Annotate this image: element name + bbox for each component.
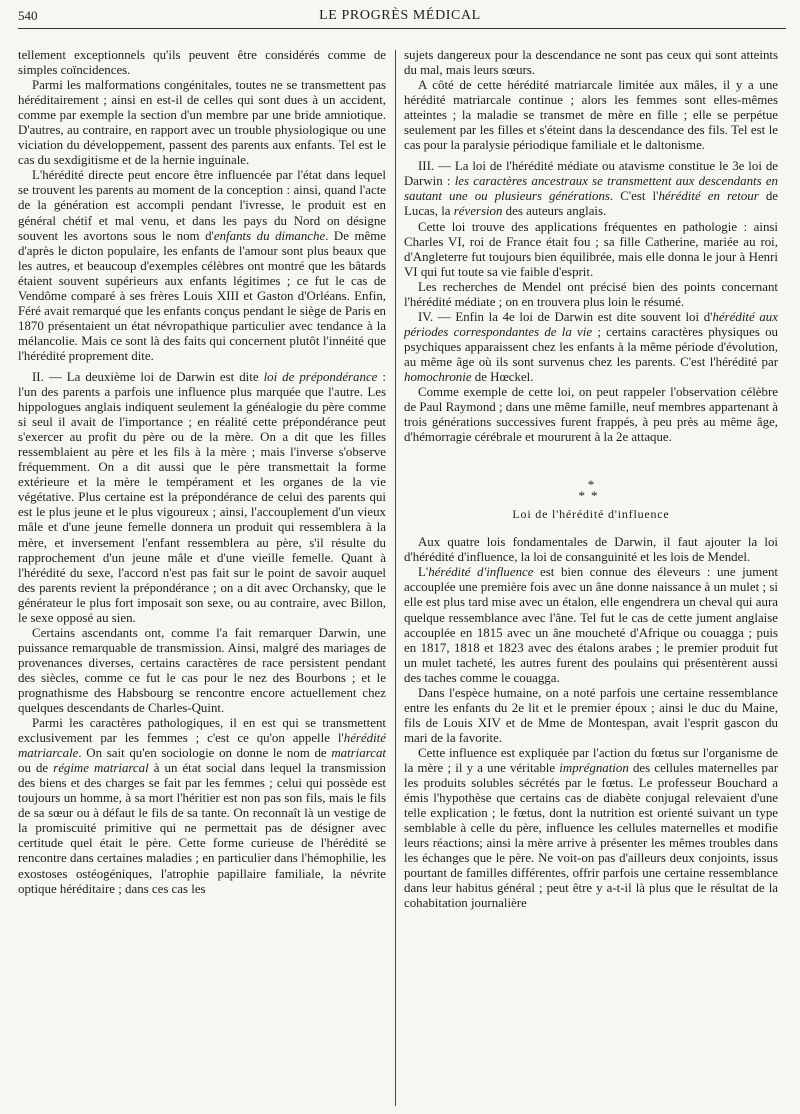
page-header <box>0 6 800 30</box>
italic-term: hérédité d'influence <box>428 565 534 580</box>
italic-term: hérédité aux périodes correspondantes de la vie <box>404 309 778 339</box>
italic-term: imprégnation <box>559 760 629 775</box>
italic-term: homochronie <box>404 369 472 384</box>
asterism-separator: * ** <box>578 477 604 504</box>
paragraph-law-4: IV. — Enfin la 4e loi de Darwin est dite souvent loi d'hérédité aux périodes correspondantes de la vie ; certains caractères physiques ou psychiques apparaissent chez les enfants à la même période d'évolution, au même âge où ils sont survenus chez les parents. C'est l'hérédité par homochronie de Hœckel. <box>404 309 779 384</box>
italic-term: matriarcat <box>331 746 386 761</box>
italic-term: les caractères ancestraux se transmettent aux descendants en sautant une ou plusieurs générations <box>404 174 778 204</box>
page-number: 540 <box>18 8 38 23</box>
paragraph: Aux quatre lois fondamentales de Darwin, il faut ajouter la loi d'hérédité d'influence, la loi de consanguinité et les lois de Mendel. <box>404 535 778 565</box>
paragraph: Cette loi trouve des applications fréquentes en pathologie : ainsi Charles VI, roi de France était fou ; sa fille Catherine, mariée au roi, d'Angleterre fut toujours bien équilibrée, mais elle donna le jour à Henri VI qui fut toute sa vie faible d'esprit. <box>404 219 778 279</box>
paragraph-law-2: II. — La deuxième loi de Darwin est dite loi de prépondérance : l'un des parents a parfois une influence plus marquée que l'autre. Les hippologues anglais indiquent seulement la généalogie du père comme si seul il avait de l'importance ; en réalité cette prépondérance peut s'exercer au profit du père ou de la mère. On a dit que les filles ressemblaient au père et les fils à la mère ; mais l'inverse s'observe fréquemment. On a dit aussi que le père transmettait la forme extérieure et la mère le tempérament et les organes de la vie végétative. Plus certaine est la prépondérance de celui des parents qui est le plus jeune et le plus vigoureux ; ainsi, l'accouplement d'un vieux mâle et d'une jeune femelle donnera un produit qui ressemblera à la mère, et inversement l'enfant ressemblera au père, s'il résulte du rapprochement d'un jeune mâle et d'une vieille femelle. Quant à l'hérédité du sexe, l'accord n'est pas fait sur le point de savoir auquel des parents revient la prépondérance ; on a dit avec Orchansky, que le générateur le plus fort imposait son sexe, ou au contraire, avec Billon, le sexe opposé au sien. <box>18 369 386 625</box>
paragraph: Dans l'espèce humaine, on a noté parfois une certaine ressemblance entre les enfants du 2e lit et le premier époux ; ainsi le duc du Maine, fils de Louis XIV et de Mme de Montespan, avait l'esprit gascon du mari de la favorite. <box>404 685 778 745</box>
paragraph: Cette influence est expliquée par l'action du fœtus sur l'organisme de la mère ; il y a une véritable imprégnation des cellules maternelles par les produits solubles sécrétés par le fœtus. Le professeur Bouchard a émis l'hypothèse que certains cas de diabète conjugal relevaient d'une telle explication ; le fœtus, dont la nutrition est orienté suivant un type semblable à celle du père, influence les cellules maternelles et modifie leurs réactions; ainsi la mère arrive à présenter les mêmes troubles dans les échanges que le père. Ne voit-on pas d'ailleurs deux conjoints, issus pourtant de familles différentes, offrir parfois une certaine ressemblance dans leur habitus général ; peut être y a-t-il là plus que le résultat de la cohabitation journalière <box>404 745 778 911</box>
column-divider <box>395 50 396 1106</box>
paragraph: Parmi les caractères pathologiques, il en est qui se transmettent exclusivement par les femmes ; c'est ce qu'on appelle l'hérédité matriarcale. On sait qu'en sociologie on donne le nom de matriarcat ou de régime matriarcal à un état social dans lequel la transmission des biens et des charges se fait par les femmes ; celui qui possède est toujours un homme, à sa mort l'héritier est non pas son fils, mais le fils de sa sœur ou à défaut le fils de sa tante. On reconnaît là un vestige de la promiscuité primitive qui ne permettait pas de désigner avec certitude quel était le père. Cette forme curieuse de l'hérédité se rencontre dans certaines maladies ; en particulier dans l'hémophilie, les exostoses ostéogéniques, l'atrophie papillaire familiale, la névrite optique héréditaire ; dans ces cas les <box>18 716 386 896</box>
running-title: LE PROGRÈS MÉDICAL <box>319 8 481 23</box>
italic-term: hérédité matriarcale <box>18 731 386 761</box>
italic-term: loi de prépondérance <box>263 369 378 384</box>
paragraph: sujets dangereux pour la descendance ne sont pas ceux qui sont atteints du mal, mais leurs sœurs. <box>404 48 778 78</box>
italic-term: hérédité en retour <box>658 189 759 204</box>
paragraph: Certains ascendants ont, comme l'a fait remarquer Darwin, une puissance remarquable de transmission. Ainsi, malgré des mariages de provenances diverses, certains caractères de race persistent pendant des siècles, comme ce fut le cas pour le nez des Bourbons ; et le prognathisme des Habsbourg se rencontre encore actuellement chez quelques descendants de Charles-Quint. <box>18 625 386 716</box>
italic-term: régime matriarcal <box>53 761 149 776</box>
paragraph-law-3: III. — La loi de l'hérédité médiate ou atavisme constitue le 3e loi de Darwin : les caractères ancestraux se transmettent aux descendants en sautant une ou plusieurs générations. C'est l'hérédité en retour de Lucas, la réversion des auteurs anglais. <box>404 159 778 219</box>
section-heading: Loi de l'hérédité d'influence <box>512 507 670 522</box>
italic-term: réversion <box>453 204 503 219</box>
paragraph: L'hérédité d'influence est bien connue des éleveurs : une jument accouplée une première fois avec un âne donne naissance à un mulet ; si elle est plus tard mise avec un étalon, elle engendrera un cheval qui aura quelque ressemblance avec l'âne. Tel fut le cas de cette jument anglaise accouplée en 1815 avec un âne moucheté d'Afrique ou couagga ; puis en 1817, 1818 et 1823 avec des étalons arabes ; le premier produit fut un mulet tacheté, les autres furent des poulains qui présentèrent aussi des taches comme le couagga. <box>404 565 778 685</box>
paragraph: Les recherches de Mendel ont précisé bien des points concernant l'hérédité médiate ; on en trouvera plus loin le résumé. <box>404 279 778 309</box>
header-rule <box>18 28 786 29</box>
left-column <box>18 48 386 897</box>
paragraph: L'hérédité directe peut encore être influencée par l'état dans lequel se trouvent les parents au moment de la conception : ainsi, quand l'acte de la génération est accompli pendant l'ivresse, le produit est en général chétif et mal venu, et dans les pays du Nord on désigne souvent les avortons sous le nom d'enfants du dimanche. De même d'après le dicton populaire, les enfants de l'amour sont plus beaux que les autres, et beaucoup d'exemples célèbres ont montré que les bâtards étaient souvent supérieurs aux enfants légitimes ; ce fut le cas de Vendôme comparé à ses frères Louis XIII et Gaston d'Orléans. Enfin, Féré avait remarqué que les enfants conçus pendant le siège de Paris en 1870 présentaient un état névropathique particulier avec tendance à la mélancolie. Mais ce sont là des faits qui concernent plutôt l'innéité que l'hérédité proprement dite. <box>18 168 386 363</box>
paragraph: A côté de cette hérédité matriarcale limitée aux mâles, il y a une hérédité matriarcale continue ; alors les femmes sont elles-mêmes atteintes ; la maladie se transmet de mère en fille ; elle se perpétue seulement par les filles et s'éteint dans la descendance des fils. Tel est le cas pour la paralysie périodique familiale et le daltonisme. <box>404 78 778 153</box>
italic-term: enfants du dimanche <box>213 228 326 243</box>
paragraph: Comme exemple de cette loi, on peut rappeler l'observation célèbre de Paul Raymond ; dans une même famille, neuf membres appartenant à trois générations successives furent frappés, à peu près au même âge, d'hémorragie cérébrale et moururent à la 2e attaque. <box>404 385 778 445</box>
paragraph: Parmi les malformations congénitales, toutes ne se transmettent pas héréditairement ; ainsi en est-il de celles qui sont dues à un accident, comme par exemple la section d'un membre par une bride amniotique. D'autres, au contraire, en rapport avec un trouble physiologique ou une viciation du développement, passent des parents aux enfants. Tel est le cas du sexdigitisme et de la hernie inguinale. <box>18 78 386 168</box>
paragraph: tellement exceptionnels qu'ils peuvent être considérés comme de simples coïncidences. <box>18 48 386 78</box>
right-column <box>404 48 778 911</box>
